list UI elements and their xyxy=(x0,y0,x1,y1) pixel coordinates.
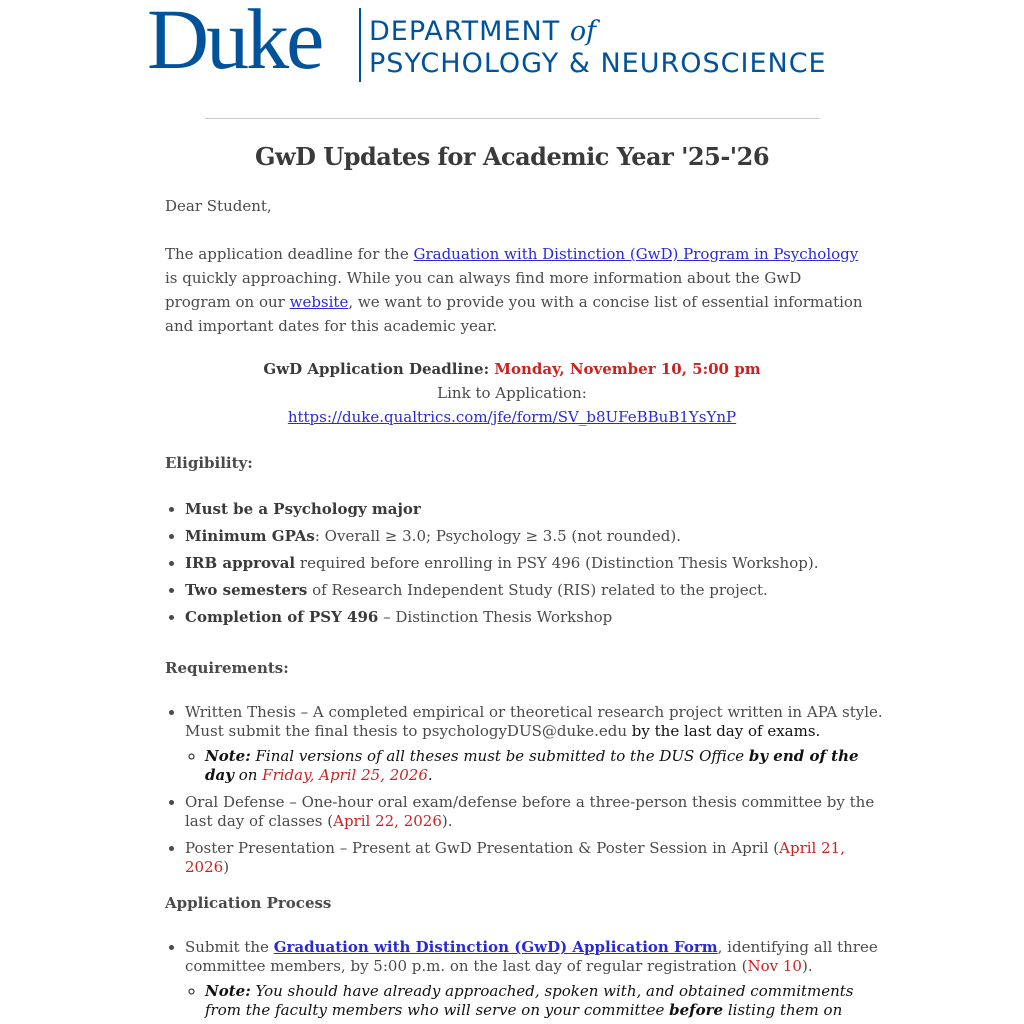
item-bold: Two semesters xyxy=(185,581,308,599)
deadline-block xyxy=(0,357,1024,429)
note-date: Friday, April 25, 2026 xyxy=(262,766,428,784)
requirements-list xyxy=(165,703,885,885)
poster-end: ) xyxy=(223,858,230,876)
submit-sublist xyxy=(185,982,885,1020)
eligibility-heading: Eligibility: xyxy=(165,454,253,472)
thesis-text: Written Thesis – A completed empirical or theoretical research project written in APA style. Must submit the final thesis to psychologyDUS@duke.edu xyxy=(185,703,883,740)
thesis-tail: by the last day of exams. xyxy=(627,722,821,740)
deadline-label: GwD Application Deadline xyxy=(263,360,484,378)
defense-text: Oral Defense – One-hour oral exam/defense before a three-person thesis committee by the last day of classes ( xyxy=(185,793,875,830)
submit-note xyxy=(205,982,885,1020)
logo-divider xyxy=(359,8,361,82)
list-item-written-thesis xyxy=(185,703,885,785)
defense-end: ). xyxy=(441,812,453,830)
poster-text: Poster Presentation – Present at GwD Presentation & Poster Session in April ( xyxy=(185,839,780,857)
note-bold: before xyxy=(669,1001,724,1019)
application-url-link[interactable]: https://duke.qualtrics.com/jfe/form/SV_b8UFeBBuB1YsYnP xyxy=(287,408,737,426)
list-item xyxy=(185,496,885,523)
application-link-label: Link to Application: xyxy=(437,384,587,402)
website-link[interactable]: website xyxy=(289,293,349,311)
logo-dept-line2: PSYCHOLOGY & NEUROSCIENCE xyxy=(369,48,827,79)
duke-psychology-logo xyxy=(147,0,882,87)
requirements-heading: Requirements: xyxy=(165,659,289,677)
note-label: Note: xyxy=(205,747,251,765)
item-bold: Must be a Psychology major xyxy=(185,500,421,518)
item-text: – Distinction Thesis Workshop xyxy=(378,608,613,626)
intro-text-1: The application deadline for the xyxy=(165,245,414,263)
item-text: required before enrolling in PSY 496 (Distinction Thesis Workshop). xyxy=(295,554,819,572)
header-divider xyxy=(205,118,820,119)
poster-date: April 21, 2026 xyxy=(185,839,845,876)
gwd-program-link[interactable]: Graduation with Distinction (GwD) Program in Psychology xyxy=(413,245,859,263)
list-item-submit xyxy=(185,938,885,1020)
deadline-sep: : xyxy=(483,360,495,378)
list-item-oral-defense xyxy=(185,793,885,831)
submit-text-1: Submit the xyxy=(185,938,274,956)
greeting: Dear Student, xyxy=(165,197,272,215)
note-text-2: listing them on xyxy=(723,1001,843,1019)
logo-duke-wordmark: Duke xyxy=(147,0,322,87)
logo-dept-of: of xyxy=(569,16,597,47)
deadline-value: Monday, November 10, 5:00 pm xyxy=(494,360,761,378)
list-item xyxy=(185,577,885,604)
eligibility-list xyxy=(165,496,885,631)
application-heading: Application Process xyxy=(165,894,332,912)
page-title: GwD Updates for Academic Year '25-'26 xyxy=(254,142,770,171)
list-item-poster xyxy=(185,839,885,877)
note-label: Note: xyxy=(205,982,251,1000)
note-text-1: You should have already approached, spoken with, and obtained commitments from the faculty members who will serve on your committee xyxy=(205,982,854,1019)
application-form-link[interactable]: Graduation with Distinction (GwD) Application Form xyxy=(273,938,718,956)
submit-end: ). xyxy=(801,957,813,975)
defense-date: April 22, 2026 xyxy=(333,812,442,830)
thesis-sublist xyxy=(185,747,885,785)
note-bold: by end of the day xyxy=(205,747,859,784)
item-text: of Research Independent Study (RIS) related to the project. xyxy=(307,581,768,599)
note-on: on xyxy=(233,766,263,784)
item-bold: Completion of PSY 496 xyxy=(185,608,379,626)
list-item xyxy=(185,604,885,631)
note-text: Final versions of all theses must be submitted to the DUS Office xyxy=(250,747,749,765)
logo-dept-line1: DEPARTMENT xyxy=(369,16,561,47)
intro-text-3: , we want to provide you with a concise list of essential information and important dates for this academic year. xyxy=(165,293,863,335)
intro-paragraph xyxy=(165,242,865,338)
intro-text-2: is quickly approaching. While you can always find more information about the GwD program on our xyxy=(165,269,802,311)
list-item xyxy=(185,550,885,577)
thesis-note xyxy=(205,747,885,785)
submit-date: Nov 10 xyxy=(747,957,802,975)
list-item xyxy=(185,523,885,550)
submit-text-2: , identifying all three committee members, by 5:00 p.m. on the last day of regular registration ( xyxy=(185,938,878,975)
item-bold: Minimum GPAs xyxy=(185,527,315,545)
item-text: : Overall ≥ 3.0; Psychology ≥ 3.5 (not rounded). xyxy=(314,527,681,545)
application-list xyxy=(165,938,885,1020)
logo-department-name xyxy=(369,16,827,80)
item-bold: IRB approval xyxy=(185,554,296,572)
note-end: . xyxy=(427,766,433,784)
